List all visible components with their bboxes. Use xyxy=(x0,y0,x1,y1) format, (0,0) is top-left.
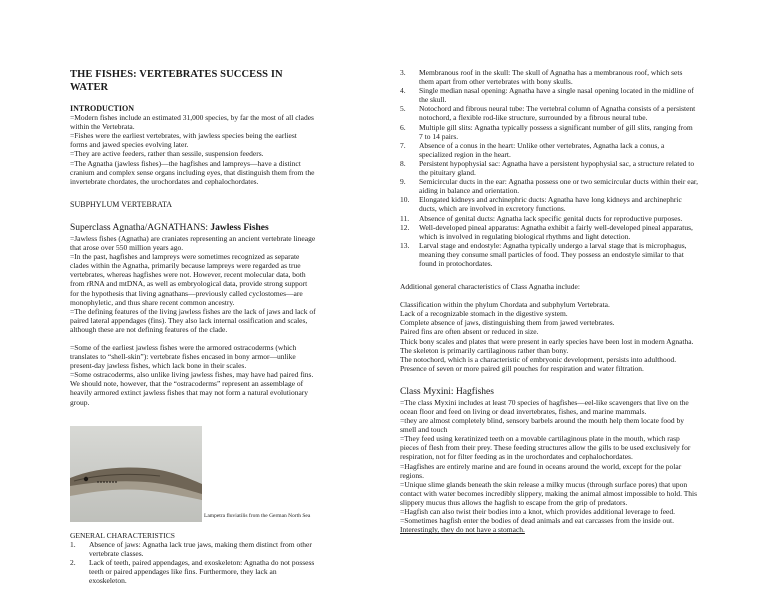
list-item xyxy=(400,159,698,177)
intro-paragraph: =Modern fishes include an estimated 31,000 species, by far the most of all clades within the Vertebrata. xyxy=(70,113,314,132)
list-item xyxy=(400,68,698,86)
lamprey-photo xyxy=(70,426,202,522)
additional-characteristics xyxy=(400,300,698,373)
list-text: Elongated kidneys and archinephric ducts: Agnatha have long kidneys and archinephric ducts, which are involved in excretory functions. xyxy=(419,195,682,214)
list-text: Multiple gill slits: Agnatha typically possess a significant number of gill slits, ranging from 7 to 14 pairs. xyxy=(419,122,693,141)
list-item xyxy=(400,141,698,159)
myxini-paragraph: =The class Myxini includes at least 70 species of hagfishes—eel-like scavengers that live on the ocean floor and feed on living or dead invertebrates, fishes, and marine mammals. xyxy=(400,397,689,416)
additional-line: Complete absence of jaws, distinguishing them from jawed vertebrates. xyxy=(400,318,615,328)
list-item xyxy=(400,123,698,141)
list-number: 2. xyxy=(70,557,76,567)
list-item xyxy=(400,104,698,122)
additional-line: The notochord, which is a characteristic of embryonic development, persists into adulthood. xyxy=(400,354,677,364)
list-text: Lack of teeth, paired appendages, and exoskeleton: Agnatha do not possess teeth or paired appendages like fins. Furthermore, they lack an exoskeleton. xyxy=(89,557,315,586)
ostracoderm-paragraph: =Some of the earliest jawless fishes were the armored ostracoderms (which translates to “shell-skin”): vertebrate fishes encased in bony armor—unlike present-day jawless fishes, which lack bone in their scales. xyxy=(70,342,297,371)
list-number: 5. xyxy=(400,104,406,114)
superclass-heading-prefix: Superclass Agnatha/AGNATHANS: xyxy=(70,222,211,233)
list-text: Notochord and fibrous neural tube: The vertebral column of Agnatha consists of a persistent notochord, a flexible rod-like structure, surrounded by a fibrous neural tube. xyxy=(419,104,696,123)
figure xyxy=(70,426,316,522)
superclass-paragraph: =In the past, hagfishes and lampreys were sometimes recognized as separate clades within the Agnatha, primarily because lampreys were regarded as true vertebrates, whereas hagfishes were not. However, recent molecular data, both from rRNA and mtDNA, as well as embryological data, provide strong support for the hypothesis that living agnathans—previously called cyclostomes—are monophyletic, and thus share recent common ancestry. xyxy=(70,252,308,307)
list-text: Absence of a conus in the heart: Unlike other vertebrates, Agnatha lack a conus, a specialized region in the heart. xyxy=(419,140,665,159)
list-text: Absence of genital ducts: Agnatha lack specific genital ducts for reproductive purposes. xyxy=(419,213,683,223)
list-text: Persistent hypophysial sac: Agnatha have a persistent hypophysial sac, a structure related to the pituitary gland. xyxy=(419,158,695,178)
list-number: 12. xyxy=(400,222,410,232)
myxini-paragraph: =Hagfish can also twist their bodies into a knot, which provides additional leverage to feed. xyxy=(400,507,675,517)
right-column xyxy=(400,68,698,534)
list-item xyxy=(400,223,698,241)
list-number: 10. xyxy=(400,195,410,205)
list-item xyxy=(400,86,698,104)
list-text: Single median nasal opening: Agnatha have a single nasal opening located in the midline of the skull. xyxy=(419,86,694,105)
list-text: Absence of jaws: Agnatha lack true jaws, making them distinct from other vertebrate classes. xyxy=(89,539,312,558)
additional-line: Classification within the phylum Chordata and subphylum Vertebrata. xyxy=(400,300,610,310)
list-text: Membranous roof in the skull: The skull of Agnatha has a membranous roof, which sets them apart from other vertebrates with bony skulls. xyxy=(419,68,683,87)
list-item xyxy=(70,558,316,585)
list-item xyxy=(70,540,316,558)
list-number: 11. xyxy=(400,213,410,223)
list-item xyxy=(400,195,698,213)
list-number: 9. xyxy=(400,177,406,187)
list-text: Semicircular ducts in the ear: Agnatha possess one or two semicircular ducts within their ear, aiding in balance and orientation. xyxy=(419,177,698,196)
general-characteristics-list xyxy=(70,540,316,585)
list-number: 7. xyxy=(400,140,406,150)
figure-caption: Lampetra fluviatilis from the German North Sea xyxy=(204,512,311,519)
left-column xyxy=(70,68,316,585)
additional-line: Lack of a recognizable stomach in the digestive system. xyxy=(400,309,568,319)
additional-line: Presence of seven or more paired gill pouches for respiration and water filtration. xyxy=(400,363,644,373)
general-heading: GENERAL CHARACTERISTICS xyxy=(70,530,175,540)
additional-line: The skeleton is primarily cartilaginous rather than bony. xyxy=(400,345,569,355)
list-number: 6. xyxy=(400,122,406,132)
list-item xyxy=(400,214,698,223)
additional-line: Thick bony scales and plates that were present in early species have been lost in modern Agnatha. xyxy=(400,336,694,346)
list-number: 3. xyxy=(400,68,406,77)
list-number: 1. xyxy=(70,539,76,549)
myxini-paragraph: =they are almost completely blind, sensory barbels around the mouth help them locate food by smell and touch xyxy=(400,416,684,435)
lamprey-illustration xyxy=(70,426,202,522)
additional-heading: Additional general characteristics of Class Agnatha include: xyxy=(400,282,580,292)
myxini-paragraph: =Unique slime glands beneath the skin release a milky mucus (through surface pores) that upon contact with water becomes incredibly slippery, making the animal almost impossible to hold. This slippery mucus thus allows the hagfish to escape from the grip of predators. xyxy=(400,479,698,507)
superclass-paragraph: =The defining features of the living jawless fishes are the lack of jaws and lack of paired lateral appendages (fins). They also lack internal ossification and scales, although these are not defining features of the clade. xyxy=(70,306,316,334)
list-text: Well-developed pineal apparatus: Agnatha exhibit a fairly well-developed pineal apparatus, which is involved in regulating biological rhythms and light detection. xyxy=(419,222,693,241)
additional-line: Paired fins are often absent or reduced in size. xyxy=(400,327,539,337)
list-item xyxy=(400,177,698,195)
superclass-heading xyxy=(70,223,316,234)
page-title: THE FISHES: VERTEBRATES SUCCESS IN WATER xyxy=(70,69,283,93)
list-number: 13. xyxy=(400,240,410,250)
intro-paragraph: =They are active feeders, rather than sessile, suspension feeders. xyxy=(70,149,264,159)
list-number: 4. xyxy=(400,86,406,96)
final-line: Interestingly, they do not have a stomach. xyxy=(400,525,525,535)
myxini-paragraph: =They feed using keratinized teeth on a movable cartilaginous plate in the mouth, which rasp pieces of flesh from their prey. These feeding structures allow the gills to be used exclusively for respiration, not for filter feeding as in the urochordates and cephalochordates. xyxy=(400,434,691,462)
intro-paragraph: =Fishes were the earliest vertebrates, with jawless species being the earliest forms and jawed species evolving later. xyxy=(70,131,297,150)
superclass-heading-bold: Jawless Fishes xyxy=(210,222,269,233)
intro-heading: INTRODUCTION xyxy=(70,104,135,113)
list-text: Larval stage and endostyle: Agnatha typically undergo a larval stage that is microphagus, meaning they consume small particles of food. They possess an endostyle similar to that found in protochordates. xyxy=(419,240,687,268)
myxini-heading: Class Myxini: Hagfishes xyxy=(400,386,494,397)
ostracoderm-paragraph: =Some ostracoderms, also unlike living jawless fishes, may have had paired fins. We should note, however, that the “ostracoderms” represent an assemblage of heavily armored extinct jawless fishes that may not form a natural evolutionary group. xyxy=(70,370,314,407)
myxini-paragraph: =Hagfishes are entirely marine and are found in oceans around the world, except for the polar regions. xyxy=(400,461,682,480)
intro-paragraph: =The Agnatha (jawless fishes)—the hagfishes and lampreys—have a distinct cranium and complex sense organs including eyes, that distinguish them from the invertebrate chordates, the urochordates and cephalochordates. xyxy=(70,158,315,186)
myxini-paragraph: =Sometimes hagfish enter the bodies of dead animals and eat carcasses from the inside out. xyxy=(400,516,674,526)
list-number: 8. xyxy=(400,158,406,168)
characteristics-list-continued xyxy=(400,68,698,268)
list-item xyxy=(400,241,698,268)
subphylum-heading: SUBPHYLUM VERTEBRATA xyxy=(70,199,173,209)
superclass-paragraph: =Jawless fishes (Agnatha) are craniates representing an ancient vertebrate lineage that arose over 550 million years ago. xyxy=(70,233,316,253)
